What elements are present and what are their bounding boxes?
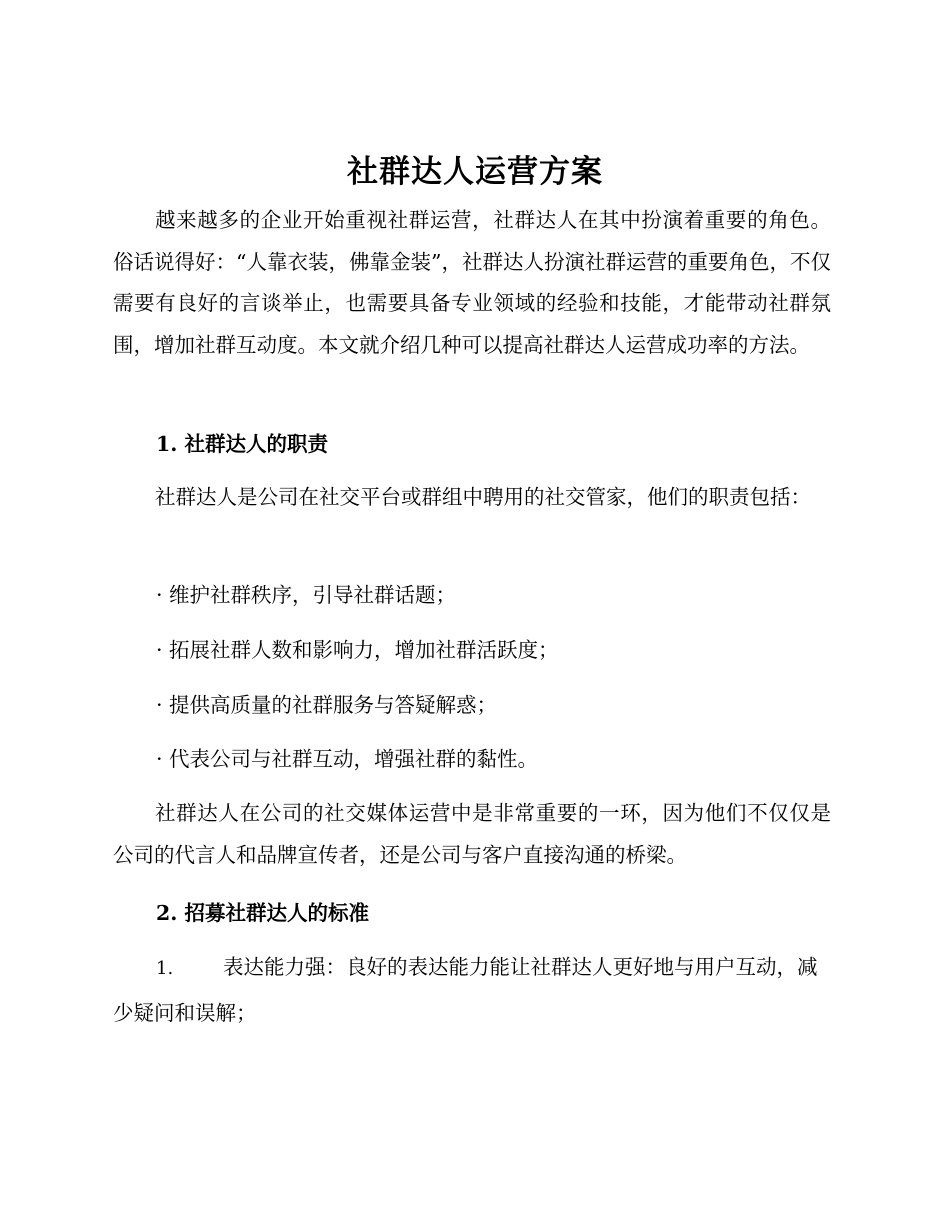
bullet-item: · 维护社群秩序，引导社群话题； bbox=[156, 583, 457, 607]
item-text: 表达能力强：良好的表达能力能让社群达人更好地与用户互动，减少疑问和误解； bbox=[113, 955, 818, 1025]
section-1-heading: 1. 社群达人的职责 bbox=[156, 432, 329, 456]
section-1-closing-paragraph: 社群达人在公司的社交媒体运营中是非常重要的一环，因为他们不仅仅是公司的代言人和品牌宣传者，还是公司与客户直接沟通的桥梁。 bbox=[113, 801, 831, 867]
numbered-item bbox=[113, 945, 831, 1035]
bullet-item: · 拓展社群人数和影响力，增加社群活跃度； bbox=[156, 638, 559, 662]
item-number: 1. bbox=[156, 958, 174, 979]
section-1-lead-paragraph: 社群达人是公司在社交平台或群组中聘用的社交管家，他们的职责包括： bbox=[155, 485, 811, 509]
bullet-item: · 代表公司与社群互动，增强社群的黏性。 bbox=[156, 747, 539, 771]
document-title: 社群达人运营方案 bbox=[347, 154, 603, 190]
bullet-item: · 提供高质量的社群服务与答疑解惑； bbox=[156, 693, 498, 717]
section-2-heading: 2. 招募社群达人的标准 bbox=[156, 901, 370, 925]
intro-paragraph: 越来越多的企业开始重视社群运营，社群达人在其中扮演着重要的角色。俗话说得好：“人靠衣装，佛靠金装”，社群达人扮演社群运营的重要角色，不仅需要有良好的言谈举止，也需要具备专业领域的经验和技能，才能带动社群氛围，增加社群互动度。本文就介绍几种可以提高社群达人运营成功率的方法。 bbox=[113, 208, 831, 357]
